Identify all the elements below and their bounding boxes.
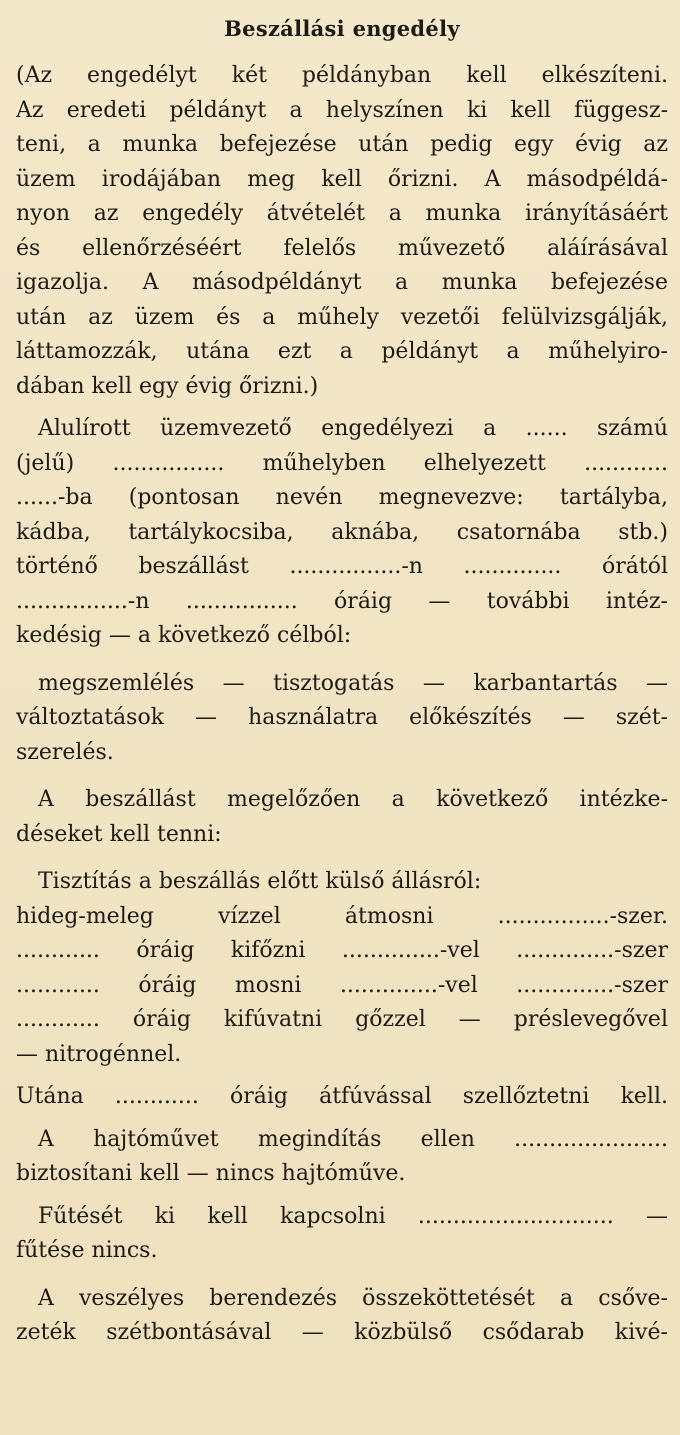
paragraph-line: változtatások — használatra előkészítés — szét- — [16, 705, 668, 730]
paragraph-line: után az üzem és a műhely vezetői felülvizsgálják, — [16, 304, 668, 330]
paragraph-line: Fűtését ki kell kapcsolni ............................ — — [38, 1203, 668, 1229]
paragraph-line: szerelés. — [16, 739, 114, 765]
paragraph-line: Tisztítás a beszállás előtt külső állásról: — [38, 869, 482, 894]
paragraph-line: ............ óráig kifőzni ..............-vel ..............-szer — [16, 938, 668, 963]
paragraph-line: déseket kell tenni: — [16, 821, 222, 847]
paragraph-line: ............ óráig mosni ..............-vel ..............-szer — [16, 972, 668, 998]
paragraph-line: kedésig — a következő célból: — [16, 623, 352, 648]
paragraph-line: hideg-meleg vízzel átmosni ................-szer. — [16, 903, 668, 929]
paragraph-line: A veszélyes berendezés összeköttetését a csőve- — [38, 1285, 668, 1311]
paragraph-line: A hajtóművet megindítás ellen ...................... — [38, 1126, 668, 1152]
paragraph-line: dában kell egy évig őrizni.) — [16, 373, 319, 399]
paragraph-line: és ellenőrzéséért felelős művezető aláírásával — [16, 235, 668, 261]
paragraph-line: zeték szétbontásával — közbülső csődarab kivé- — [16, 1320, 668, 1345]
paragraph-line: (Az engedélyt két példányban kell elkészíteni. — [16, 63, 668, 88]
paragraph-line: kádba, tartálykocsiba, aknába, csatornába stb.) — [16, 519, 668, 545]
paragraph-line: biztosítani kell — nincs hajtóműve. — [16, 1161, 406, 1186]
paragraph-line: láttamozzák, utána ezt a példányt a műhelyiro- — [16, 339, 668, 364]
paragraph-line: nyon az engedély átvételét a munka irányításáért — [16, 201, 668, 226]
paragraph-line: igazolja. A másodpéldányt a munka befejezése — [16, 270, 668, 295]
paragraph-line: ......-ba (pontosan nevén megnevezve: tartályba, — [16, 485, 668, 510]
paragraph-line: — nitrogénnel. — [16, 1041, 182, 1067]
paragraph-line: megszemlélés — tisztogatás — karbantartás — — [38, 670, 668, 696]
paragraph-line: történő beszállást ................-n .............. órától — [16, 554, 668, 579]
paragraph-line: Az eredeti példányt a helyszínen ki kell függesz- — [16, 97, 668, 123]
paragraph-line: ............ óráig kifúvatni gőzzel — préslevegővel — [16, 1007, 668, 1032]
paragraph-line: ................-n ................ óráig — további intéz- — [16, 588, 668, 614]
paragraph-line: Utána ............ óráig átfúvással szellőztetni kell. — [16, 1084, 668, 1109]
paragraph-line: (jelű) ................ műhelyben elhelyezett ............ — [16, 450, 668, 476]
paragraph-line: A beszállást megelőzően a következő intézke- — [38, 787, 668, 812]
paragraph-line: üzem irodájában meg kell őrizni. A másodpéldá- — [16, 166, 668, 192]
paragraph-line: teni, a munka befejezése után pedig egy évig az — [16, 132, 668, 157]
paragraph-line: Alulírott üzemvezető engedélyezi a ...... számú — [38, 416, 668, 441]
paragraph-line: fűtése nincs. — [16, 1238, 158, 1263]
document-title: Beszállási engedély — [224, 16, 460, 41]
